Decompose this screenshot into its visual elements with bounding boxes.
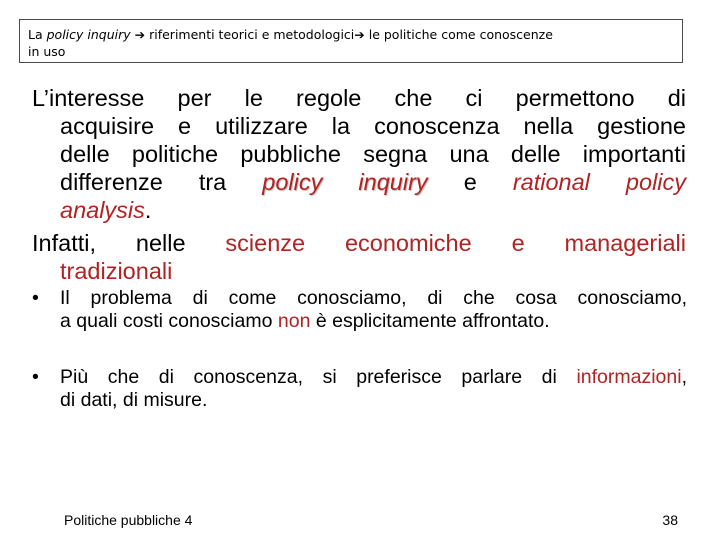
bullet-text-line2: di dati, di misure. [60,389,208,411]
footer-title: Politiche pubbliche 4 [64,512,193,528]
bullet-icon: • [32,287,39,309]
term-scienze-economiche: scienze economiche e manageriali [225,230,686,256]
p1-line2: acquisire e utilizzare la conoscenza nella gestione [60,113,686,139]
bullet-icon: • [32,366,39,388]
bullet-text: Il problema di come conosciamo, di che cosa conosciamo, [60,287,687,309]
arrow-right-icon: ➔ [134,27,146,42]
bullet-text-line2: a quali costi conosciamo non è esplicitamente affrontato. [60,310,550,332]
header-text [28,27,553,59]
term-analysis: analysis [60,197,145,223]
p1-line1: L’interesse per le regole che ci permettono di [32,85,686,111]
p1-line4: differenze tra policy inquiry e rational policy [60,169,687,195]
term-informazioni: informazioni [576,366,682,388]
bullet-text: Più che di conoscenza, si preferisce parlare di informazioni, [60,366,687,388]
paragraph-interesse [32,84,686,224]
header-policy-inquiry: policy inquiry [46,27,131,42]
page-number: 38 [662,512,678,528]
header-prefix: La [28,27,47,42]
bullet-item-problema [32,287,687,333]
header-part3: le politiche come conoscenze [364,27,553,42]
header-part2: riferimenti teorici e metodologici [145,27,355,42]
p1-line5: analysis. [60,197,152,223]
paragraph-infatti [32,229,686,285]
arrow-right-icon: ➔ [354,27,365,42]
term-rational-policy: rational policy [512,169,687,195]
p2-line1: Infatti, nelle scienze economiche e manageriali [32,230,686,256]
p2-line2: tradizionali [60,258,173,284]
term-non: non [277,310,311,332]
p1-line3: delle politiche pubbliche segna una delle importanti [60,141,686,167]
header-part4: in uso [28,44,66,59]
slide-header-box [19,19,683,63]
bullet-item-conoscenza [32,366,687,412]
term-policy-inquiry: policy inquiry [262,169,428,195]
